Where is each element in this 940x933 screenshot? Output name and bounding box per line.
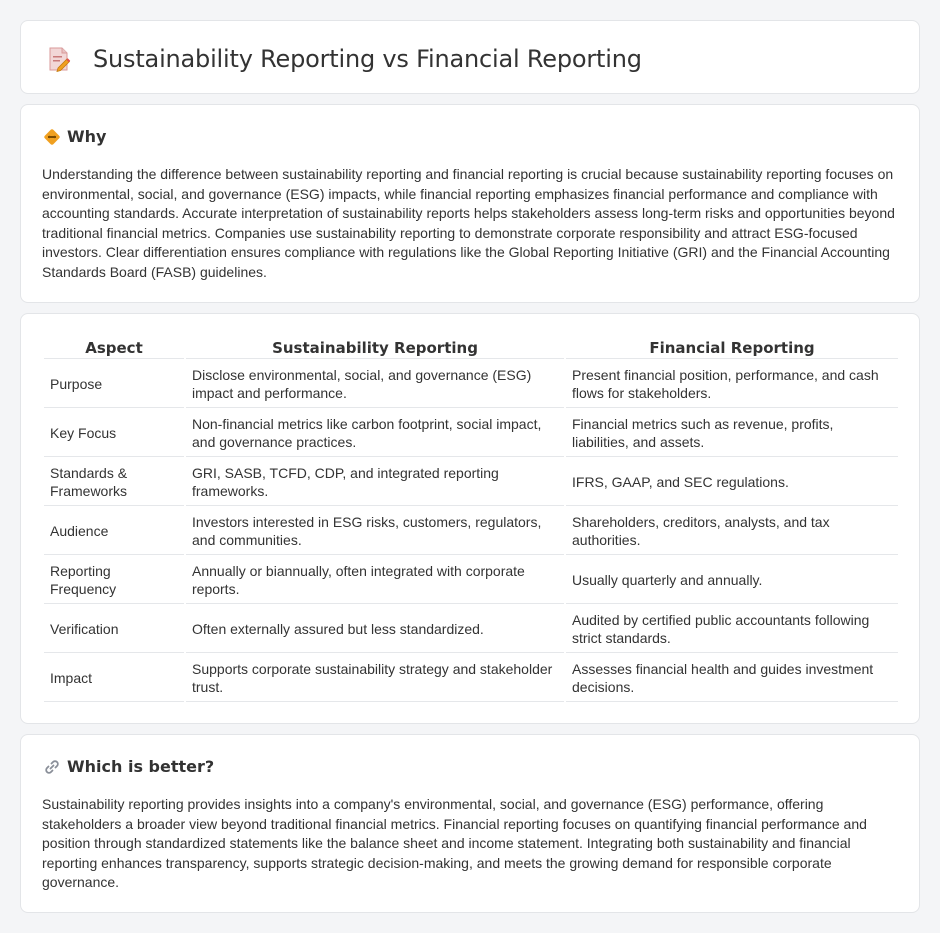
table-row xyxy=(44,459,898,506)
table-header-row xyxy=(44,337,898,359)
comparison-table xyxy=(42,335,900,704)
why-text: Understanding the difference between sustainability reporting and financial reporting is crucial because sustainability reporting focuses on environmental, social, and governance (ESG) impacts, while financial reporting emphasizes financial performance and compliance with accounting standards. Accurate interpretation of sustainability reports helps stakeholders assess long-term risks and opportunities beyond traditional financial metrics. Companies use sustainability reporting to demonstrate corporate responsibility and attract ESG-focused investors. Clear differentiation ensures compliance with regulations like the Global Reporting Initiative (GRI) and the Financial Accounting Standards Board (FASB) guidelines. xyxy=(42,166,895,280)
cell-financial: Present financial position, performance, and cash flows for stakeholders. xyxy=(566,361,898,408)
why-section xyxy=(20,104,920,303)
cell-financial: Assesses financial health and guides investment decisions. xyxy=(566,655,898,702)
better-text: Sustainability reporting provides insights into a company's environmental, social, and governance (ESG) performance, offering stakeholders a broader view beyond traditional financial metrics. Financial reporting focuses on quantifying financial performance and position through standardized statements like the balance sheet and income statement. Integrating both sustainability and financial reporting enhances transparency, supports strategic decision-making, and meets the growing demand for responsible corporate governance. xyxy=(42,796,867,890)
cell-financial: Audited by certified public accountants following strict standards. xyxy=(566,606,898,653)
cell-financial: Financial metrics such as revenue, profits, liabilities, and assets. xyxy=(566,410,898,457)
cell-financial: Shareholders, creditors, analysts, and tax authorities. xyxy=(566,508,898,555)
better-heading: Which is better? xyxy=(67,757,215,776)
cell-aspect: Verification xyxy=(44,606,184,653)
table-row xyxy=(44,557,898,604)
cell-sustainability: Often externally assured but less standardized. xyxy=(186,606,564,653)
cell-aspect: Impact xyxy=(44,655,184,702)
link-icon xyxy=(43,758,61,776)
diamond-warning-icon xyxy=(43,128,61,146)
why-heading-row xyxy=(43,127,106,146)
cell-financial: IFRS, GAAP, and SEC regulations. xyxy=(566,459,898,506)
cell-aspect: Key Focus xyxy=(44,410,184,457)
cell-aspect: Reporting Frequency xyxy=(44,557,184,604)
document-pencil-icon xyxy=(47,46,71,72)
table-row xyxy=(44,655,898,702)
cell-aspect: Standards & Frameworks xyxy=(44,459,184,506)
table-row xyxy=(44,508,898,555)
cell-sustainability: Investors interested in ESG risks, customers, regulators, and communities. xyxy=(186,508,564,555)
why-heading: Why xyxy=(67,127,107,146)
header-aspect: Aspect xyxy=(44,337,184,359)
table-row xyxy=(44,410,898,457)
table-row xyxy=(44,606,898,653)
cell-sustainability: GRI, SASB, TCFD, CDP, and integrated reporting frameworks. xyxy=(186,459,564,506)
title-card xyxy=(20,20,920,94)
comparison-section xyxy=(20,313,920,724)
which-is-better-section xyxy=(20,734,920,913)
cell-sustainability: Supports corporate sustainability strategy and stakeholder trust. xyxy=(186,655,564,702)
better-heading-row xyxy=(43,757,214,776)
cell-sustainability: Non-financial metrics like carbon footprint, social impact, and governance practices. xyxy=(186,410,564,457)
cell-aspect: Audience xyxy=(44,508,184,555)
header-sustainability: Sustainability Reporting xyxy=(186,337,564,359)
header-financial: Financial Reporting xyxy=(566,337,898,359)
table-row xyxy=(44,361,898,408)
title-row xyxy=(47,45,642,73)
cell-financial: Usually quarterly and annually. xyxy=(566,557,898,604)
page-title: Sustainability Reporting vs Financial Reporting xyxy=(93,45,642,73)
cell-aspect: Purpose xyxy=(44,361,184,408)
cell-sustainability: Annually or biannually, often integrated with corporate reports. xyxy=(186,557,564,604)
cell-sustainability: Disclose environmental, social, and governance (ESG) impact and performance. xyxy=(186,361,564,408)
